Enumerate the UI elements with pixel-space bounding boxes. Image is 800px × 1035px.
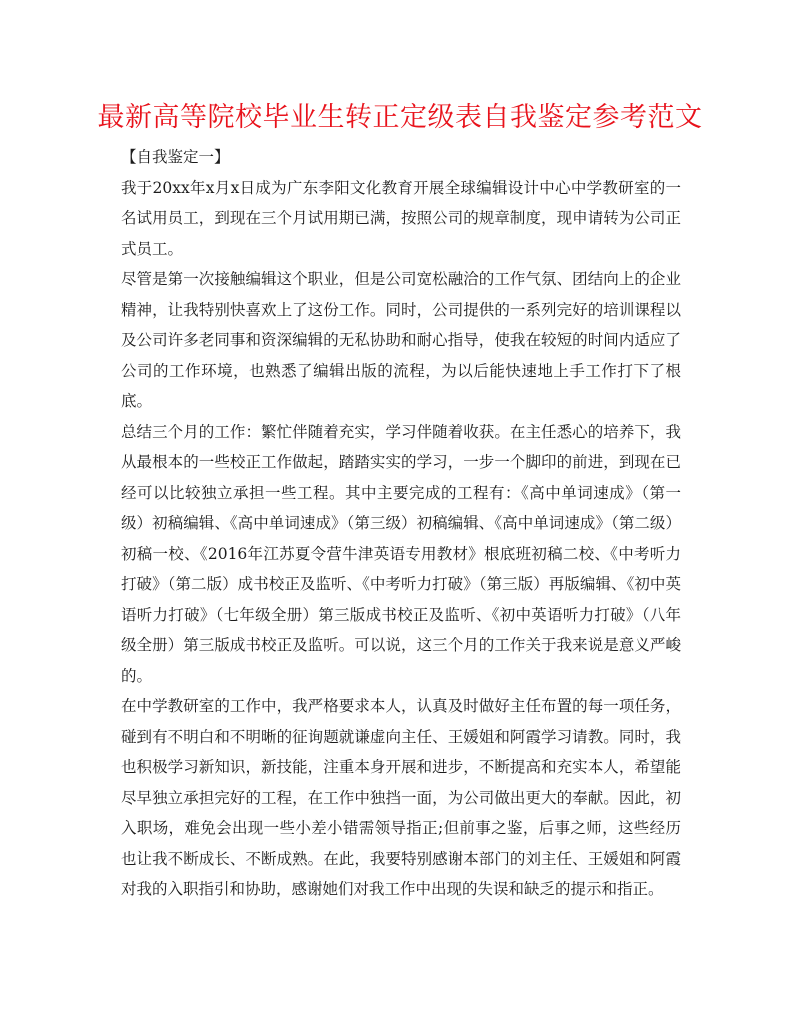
paragraph-1: 我于20xx年x月x日成为广东李阳文化教育开展全球编辑设计中心中学教研室的一名试用员工，到现在三个月试用期已满，按照公司的规章制度，现申请转为公司正式员工。 <box>121 178 681 258</box>
document-body <box>121 142 681 905</box>
paragraph-4: 在中学教研室的工作中，我严格要求本人，认真及时做好主任布置的每一项任务，碰到有不明白和不明晰的征询题就谦虚向主任、王媛姐和阿霞学习请教。同时，我也积极学习新知识，新技能，注重本身开展和进步，不断提高和充实本人，希望能尽早独立承担完好的工程，在工作中独挡一面，为公司做出更大的奉献。因此，初入职场，难免会出现一些小差小错需领导指正;但前事之鉴，后事之师，这些经历也让我不断成长、不断成熟。在此，我要特别感谢本部门的刘主任、王媛姐和阿霞对我的入职指引和协助，感谢她们对我工作中出现的失误和缺乏的提示和指正。 <box>121 697 681 898</box>
document-title: 最新高等院校毕业生转正定级表自我鉴定参考范文 <box>97 102 703 133</box>
section-heading: 【自我鉴定一】 <box>121 148 230 166</box>
paragraph-2: 尽管是第一次接触编辑这个职业，但是公司宽松融洽的工作气氛、团结向上的企业精神，让我特别快喜欢上了这份工作。同时，公司提供的一系列完好的培训课程以及公司许多老同事和资深编辑的无私协助和耐心指导，使我在较短的时间内适应了公司的工作环境，也熟悉了编辑出版的流程，为以后能快速地上手工作打下了根底。 <box>121 270 681 410</box>
paragraph-3: 总结三个月的工作：繁忙伴随着充实，学习伴随着收获。在主任悉心的培养下，我从最根本的一些校正工作做起，踏踏实实的学习，一步一个脚印的前进，到现在已经可以比较独立承担一些工程。其中主要完成的工程有：《高中单词速成》（第一级）初稿编辑、《高中单词速成》（第三级）初稿编辑、《高中单词速成》（第二级）初稿一校、《2016年江苏夏令营牛津英语专用教材》根底班初稿二校、《中考听力打破》（第二版）成书校正及监听、《中考听力打破》（第三版）再版编辑、《初中英语听力打破》（七年级全册）第三版成书校正及监听、《初中英语听力打破》（八年级全册）第三版成书校正及监听。可以说，这三个月的工作关于我来说是意义严峻的。 <box>121 422 681 685</box>
